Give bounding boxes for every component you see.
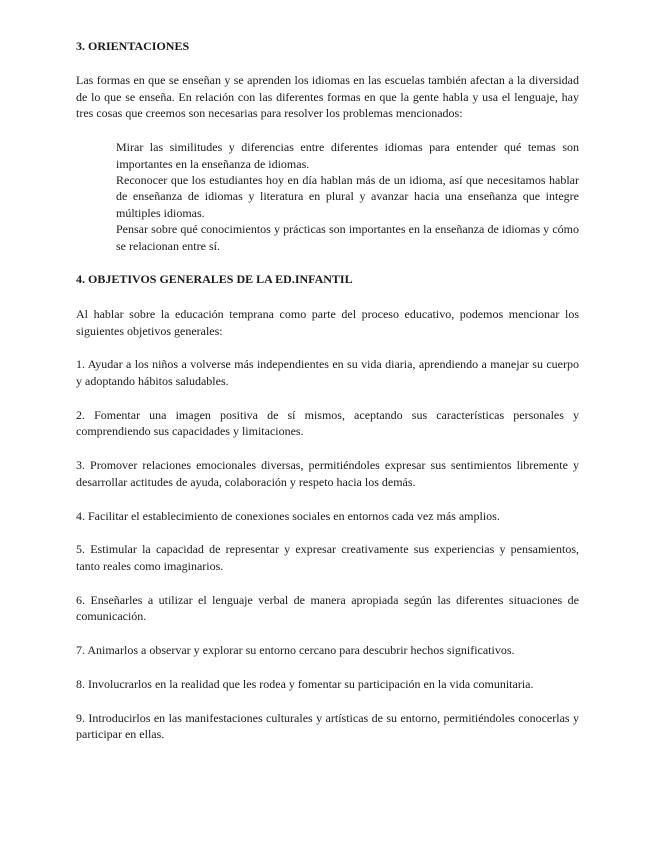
orientaciones-points [116, 139, 579, 254]
section-title-orientaciones: 3. ORIENTACIONES [76, 39, 190, 53]
section-title-objetivos: 4. OBJETIVOS GENERALES DE LA ED.INFANTIL [76, 271, 353, 286]
orientacion-point: Mirar las similitudes y diferencias entre diferentes idiomas para entender qué temas son importantes en la enseñanza de idiomas. [116, 140, 579, 171]
orientacion-point: Reconocer que los estudiantes hoy en día hablan más de un idioma, así que necesitamos hablar de enseñanza de idiomas y literatura en plural y avanzar hacia una enseñanza que integre múltiples idiomas. [116, 172, 579, 220]
objective-item: 6. Enseñarles a utilizar el lenguaje verbal de manera apropiada según las diferentes situaciones de comunicación. [76, 592, 579, 624]
objective-item: 3. Promover relaciones emocionales diversas, permitiéndoles expresar sus sentimientos libremente y desarrollar actitudes de ayuda, colaboración y respeto hacia los demás. [76, 458, 579, 489]
objetivos-intro: Al hablar sobre la educación temprana como parte del proceso educativo, podemos mencionar los siguientes objetivos generales: [76, 306, 579, 338]
objective-item: 2. Fomentar una imagen positiva de sí mismos, aceptando sus características personales y comprendiendo sus capacidades y limitaciones. [76, 407, 579, 439]
orientaciones-intro: Las formas en que se enseñan y se aprenden los idiomas en las escuelas también afectan a la diversidad de lo que se enseña. En relación con las diferentes formas en que la gente habla y usa el lenguaje, hay tres cosas que creemos son necesarias para resolver los problemas mencionados: [76, 73, 579, 121]
objective-item: 1. Ayudar a los niños a volverse más independientes en su vida diaria, aprendiendo a manejar su cuerpo y adoptando hábitos saludables. [76, 357, 579, 389]
document-page [76, 38, 579, 760]
objective-item: 7. Animarlos a observar y explorar su entorno cercano para descubrir hechos significativos. [76, 643, 515, 658]
objective-item: 9. Introducirlos en las manifestaciones culturales y artísticas de su entorno, permitiéndoles conocerlas y participar en ellas. [76, 710, 579, 742]
orientacion-point: Pensar sobre qué conocimientos y prácticas son importantes en la enseñanza de idiomas y cómo se relacionan entre sí. [116, 222, 579, 253]
objective-item: 4. Facilitar el establecimiento de conexiones sociales en entornos cada vez más amplios. [76, 508, 500, 523]
objective-item: 5. Estimular la capacidad de representar y expresar creativamente sus experiencias y pensamientos, tanto reales como imaginarios. [76, 542, 579, 573]
objective-item: 8. Involucrarlos en la realidad que les rodea y fomentar su participación en la vida comunitaria. [76, 676, 534, 691]
